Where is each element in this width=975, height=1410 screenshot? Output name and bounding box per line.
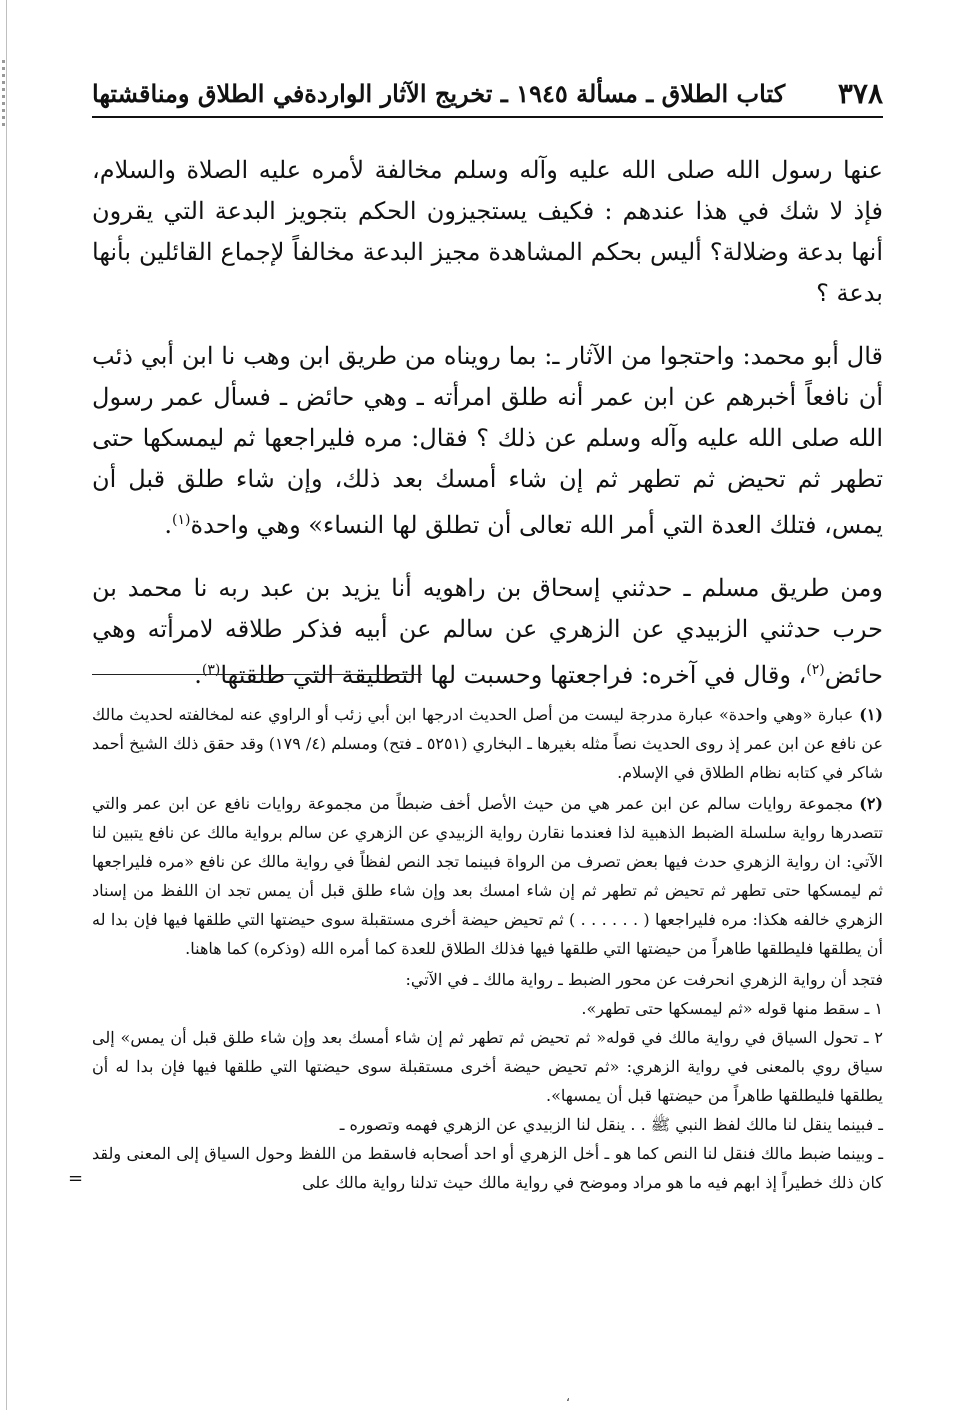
footnote-1-text: عبارة «وهي واحدة» عبارة مدرجة ليست من أصل الحديث ادرجها ابن أبي زئب أو الراوي عنه لمخالفته لحديث مالك عن نافع عن ابن عمر إذ روى الحديث نصاً مثله بغيرها ـ البخاري (٥٢٥١ ـ فتح) ومسلم (٤/ ١٧٩) وقد حقق ذلك الشيخ أحمد شاكر في كتابه نظام الطلاق في الإسلام. bbox=[92, 705, 884, 782]
continuation-mark: = bbox=[68, 1168, 84, 1189]
running-title: كتاب الطلاق ـ مسألة ١٩٤٥ ـ تخريج الآثار الواردةفي الطلاق ومناقشتها bbox=[92, 78, 786, 108]
footnote-2-number: (٢) bbox=[859, 794, 883, 813]
paragraph-1 bbox=[92, 150, 883, 314]
footnote-2-line-5 bbox=[68, 1139, 884, 1197]
stray-mark: ، bbox=[566, 1390, 570, 1404]
footnote-ref-3[interactable]: (٣) bbox=[201, 662, 221, 678]
paragraph-3-end: . bbox=[194, 661, 202, 689]
footnote-2-line-5-text: ـ وبينما ضبط مالك فنقل لنا النص كما هو ـ أخل الزهري أو احد أصحابه فاسقط من اللفظ وحول السياق إلى المعنى ولقد كان ذلك خطيراً إذ ابهم فيه ما هو مراد وموضح في رواية مالك حيث تدلنا رواية مالك على bbox=[92, 1144, 884, 1192]
footnote-1 bbox=[92, 700, 883, 787]
binding-marks bbox=[2, 60, 5, 130]
footnotes bbox=[68, 700, 884, 1197]
paragraph-1-text: عنها رسول الله صلى الله عليه وآله وسلم مخالفة لأمره عليه الصلاة والسلام، فإذ لا شك في هذا عندهم : فكيف يستجيزون الحكم بتجويز البدعة التي يقرون أنها بدعة وضلالة؟ أليس بحكم المشاهدة مجيز البدعة مخالفاً لإجماع القائلين بأنها بدعة ؟ bbox=[92, 156, 883, 307]
footnote-1-number: (١) bbox=[859, 705, 883, 724]
footnote-separator bbox=[92, 674, 422, 675]
footnote-2-line-4: ـ فبينما ينقل لنا مالك لفظ النبي ﷺ . . ينقل لنا الزبيدي عن الزهري فهمه وتصوره ـ bbox=[339, 1115, 883, 1134]
page-edge-line bbox=[6, 0, 7, 1410]
footnote-2 bbox=[92, 789, 883, 963]
paragraph-3-text: ومن طريق مسلم ـ حدثني إسحاق بن راهويه أنا يزيد بن عبد ربه نا محمد بن حرب حدثني الزبيدي عن الزهري عن سالم عن أبيه فذكر طلاقه لامرأته وهي حائض bbox=[92, 574, 883, 689]
paragraph-2-text: قال أبو محمد: واحتجوا من الآثار ـ: بما رويناه من طريق ابن وهب نا ابن أبي ذئب أن نافعاً أخبرهم عن ابن عمر أنه طلق امرأته ـ وهي حائض ـ فسأل عمر رسول الله صلى الله عليه وآله وسلم عن ذلك ؟ فقال: مره فليراجعها ثم ليمسكها حتى تطهر ثم تحيض ثم تطهر ثم إن شاء أمسك بعد ذلك، وإن شاء طلق قبل أن يمس، فتلك العدة التي أمر الله تعالى أن تطلق لها النساء» وهي واحدة bbox=[92, 342, 884, 539]
paragraph-3-text-2: ، وقال في آخره: فراجعتها وحسبت لها التطليقة التي طلقتها bbox=[220, 661, 807, 689]
main-text bbox=[92, 150, 883, 718]
paragraph-2 bbox=[92, 336, 883, 546]
footnote-ref-2[interactable]: (٢) bbox=[806, 662, 825, 678]
footnote-2-line-2: ١ ـ سقط منها قوله «ثم ليمسكها حتى تطهر». bbox=[581, 999, 883, 1018]
paragraph-2-end: . bbox=[164, 511, 173, 539]
page-number: ٣٧٨ bbox=[837, 76, 883, 110]
footnote-ref-1[interactable]: (١) bbox=[172, 512, 191, 528]
paragraph-3 bbox=[92, 568, 883, 696]
footnote-2-line-3: ٢ ـ تحول السياق في رواية مالك في قوله« ثم تحيض ثم تطهر ثم إن شاء أمسك بعد وإن شاء طلق قبل أن يمس» إلى سياق روي بالمعنى في رواية الزهري: «ثم تحيض حيضة أخرى مستقبلة سوى حيضتها التي طلقها فيها فإن بدا له أن يطلقها فليطلقها طاهراً من حيضتها قبل أن يمسها». bbox=[92, 1028, 883, 1105]
page-header bbox=[92, 70, 883, 118]
footnote-2-text: مجموعة روايات سالم عن ابن عمر هي من حيث الأصل أخف ضبطاً من مجموعة روايات نافع عن ابن عمر والتي تتصدرها رواية سلسلة الضبط الذهبية لذا فعندما نقارن رواية الزبيدي عن الزهري عن سالم برواية مالك عن نافع يتبين لنا الآتي: ان رواية الزهري حدث فيها بعض تصرف من الرواة فبينما تجد النص لفظاً في رواية مالك عن نافع «مره فليراجعها ثم ليمسكها حتى تطهر ثم تحيض ثم تطهر ثم إن شاء امسك بعد وإن شاء طلق قبل أن يمس تجد ان اللفظ من إسناد الزهري خالفه هكذا: مره فليراجعها ( . . . . . . ) ثم تحيض حيضة أخرى مستقبلة سوى حيضتها التي طلقها فيها فإن بدا له أن يطلقها فليطلقها طاهراً من حيضتها التي طلقها فيها فذلك الطلاق للعدة كما أمره الله (وذكره) كما هاهنا. bbox=[92, 794, 884, 958]
footnote-2-line-1: فتجد أن رواية الزهري انحرفت عن محور الضبط ـ رواية مالك ـ في الآتي: bbox=[405, 970, 883, 989]
